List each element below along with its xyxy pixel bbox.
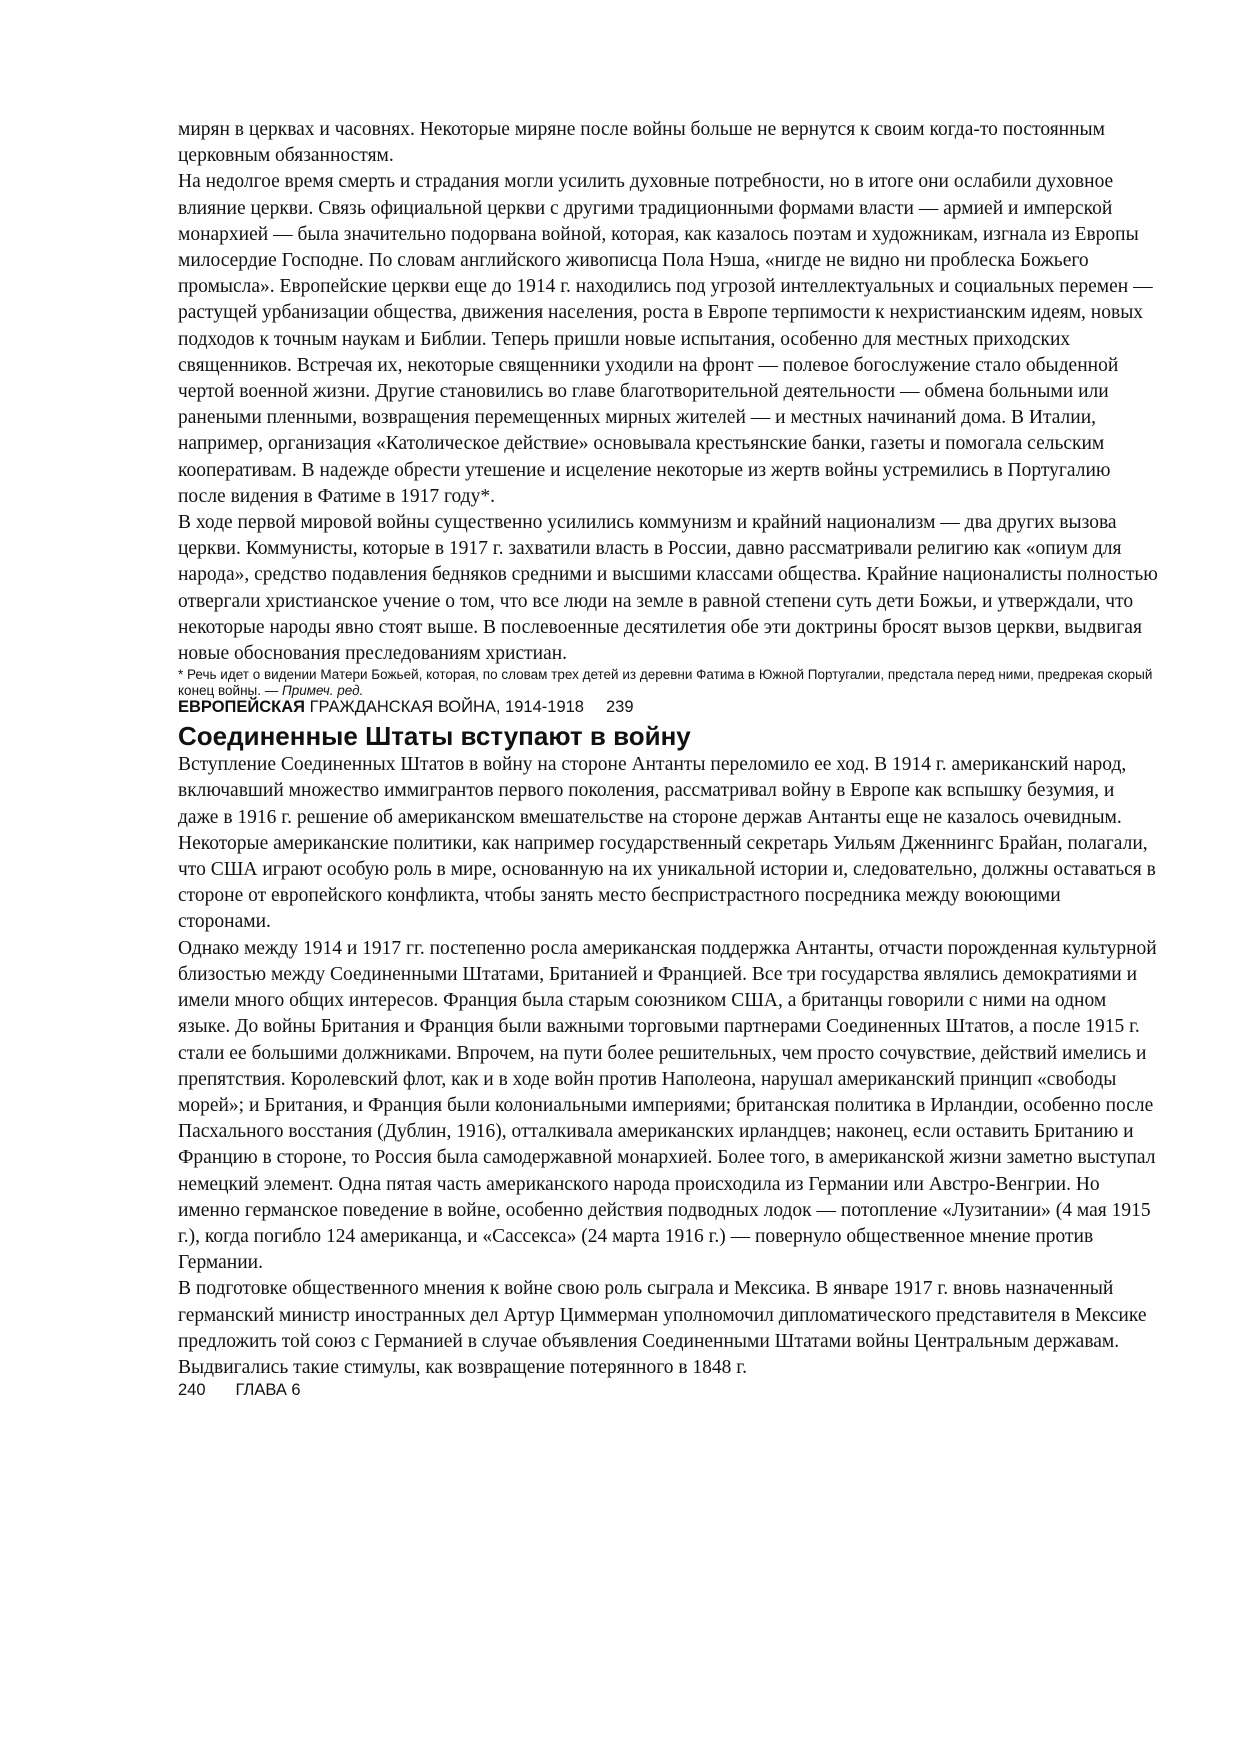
running-header-title: ГРАЖДАНСКАЯ ВОЙНА, 1914-1918 (305, 698, 584, 717)
footnote-editor-note: Примеч. ред. (282, 682, 364, 698)
footer-page-number: 240 (178, 1381, 206, 1400)
footnote (178, 667, 1158, 698)
document-page (178, 117, 1158, 1400)
section-paragraph-4: В подготовке общественного мнения к войне свою роль сыграла и Мексика. В январе 1917 г. вновь назначенный германский министр иностранных дел Артур Циммерман уполномочил дипломатического представителя в Мексике предложить той союз с Германией в случае объявления Соединенными Штатами войны Центральным державам. Выдвигались такие стимулы, как возвращение потерянного в 1848 г. (178, 1278, 1147, 1378)
page-footer (178, 1381, 1158, 1400)
running-header-page-number: 239 (605, 698, 634, 717)
running-header-bold: ЕВРОПЕЙСКАЯ (178, 698, 306, 717)
paragraph-1: мирян в церквах и часовнях. Некоторые миряне после войны больше не вернутся к своим когда-то постоянным церковным обязанностям. (178, 119, 1105, 167)
paragraph-2: На недолгое время смерть и страдания могли усилить духовные потребности, но в итоге они ослабили духовное влияние церкви. Связь официальной церкви с другими традиционными формами власти — армией и имперской монархией — была значительно подорвана войной, которая, как казалось поэтам и художникам, изгнала из Европы милосердие Господне. По словам английского живописца Пола Нэша, «нигде не видно ни проблеска Божьего промысла». Европейские церкви еще до 1914 г. находились под угрозой интеллектуальных и социальных перемен — растущей урбанизации общества, движения населения, роста в Европе терпимости к нехристианским идеям, новых подходов к точным наукам и Библии. Теперь пришли новые испытания, особенно для местных приходских священников. Встречая их, некоторые священники уходили на фронт — полевое богослужение стало обыденной чертой военной жизни. Другие становились во главе благотворительной деятельности — обмена больными или ранеными пленными, возвращения перемещенных мирных жителей — и местных начинаний дома. В Италии, например, организация «Католическое действие» основывала крестьянские банки, газеты и помогала сельским кооперативам. В надежде обрести утешение и исцеление некоторые из жертв войны устремились в Португалию после видения в Фатиме в 1917 году*. (178, 171, 1153, 507)
footer-chapter: ГЛАВА 6 (235, 1381, 301, 1400)
section-paragraph-3: Однако между 1914 и 1917 гг. постепенно росла американская поддержка Антанты, отчасти порожденная культурной близостью между Соединенными Штатами, Британией и Францией. Все три государства являлись демократиями и имели много общих интересов. Франция была старым союзником США, а британцы говорили с ними на одном языке. До войны Британия и Франция были важными торговыми партнерами Соединенных Штатов, а после 1915 г. стали ее большими должниками. Впрочем, на пути более решительных, чем просто сочувствие, действий имелись и препятствия. Королевский флот, как и в ходе войн против Наполеона, нарушал американский принцип «свободы морей»; и Британия, и Франция были колониальными империями; британская политика в Ирландии, особенно после Пасхального восстания (Дублин, 1916), отталкивала американских ирландцев; наконец, если оставить Британию и Францию в стороне, то Россия была самодержавной монархией. Более того, в американской жизни заметно выступал немецкий элемент. Одна пятая часть американского народа происходила из Германии или Австро-Венгрии. Но именно германское поведение в войне, особенно действия подводных лодок — потопление «Лузитании» (4 мая 1915 г.), когда погибло 124 американца, и «Сассекса» (24 марта 1916 г.) — повернуло общественное мнение против Германии. (178, 937, 1157, 1274)
footnote-text: * Речь идет о видении Матери Божьей, которая, по словам трех детей из деревни Фатима в Южной Португалии, предстала перед ними, предрекая скорый конец войны. — (178, 667, 1153, 698)
paragraph-3: В ходе первой мировой войны существенно усилились коммунизм и крайний национализм — два других вызова церкви. Коммунисты, которые в 1917 г. захватили власть в России, давно рассматривали религию как «опиум для народа», средство подавления бедняков средними и высшими классами общества. Крайние националисты полностью отвергали христианское учение о том, что все люди на земле в равной степени суть дети Божьи, и утверждали, что некоторые народы явно стоят выше. В послевоенные десятилетия обе эти доктрины бросят вызов церкви, выдвигая новые обоснования преследованиям христиан. (178, 512, 1158, 665)
section-title: Соединенные Штаты вступают в войну (178, 721, 691, 752)
running-header (178, 698, 1158, 717)
section-paragraph-1: Вступление Соединенных Штатов в войну на стороне Антанты переломило ее ход. В 1914 г. американский народ, включавший множество иммигрантов первого поколения, рассматривал войну в Европе как вспышку безумия, и даже в 1916 г. решение об американском вмешательстве на стороне держав Антанты еще не казалось очевидным. Некоторые американские политики, как например государственный секретарь Уильям Дженнингс Брайан, полагали, что США играют особую роль в мире, основанную на их уникальной истории и, следовательно, должны оставаться в стороне от европейского конфликта, чтобы занять место беспристрастного посредника между воюющими (178, 754, 1156, 907)
section-paragraph-2: сторонами. (178, 911, 271, 933)
